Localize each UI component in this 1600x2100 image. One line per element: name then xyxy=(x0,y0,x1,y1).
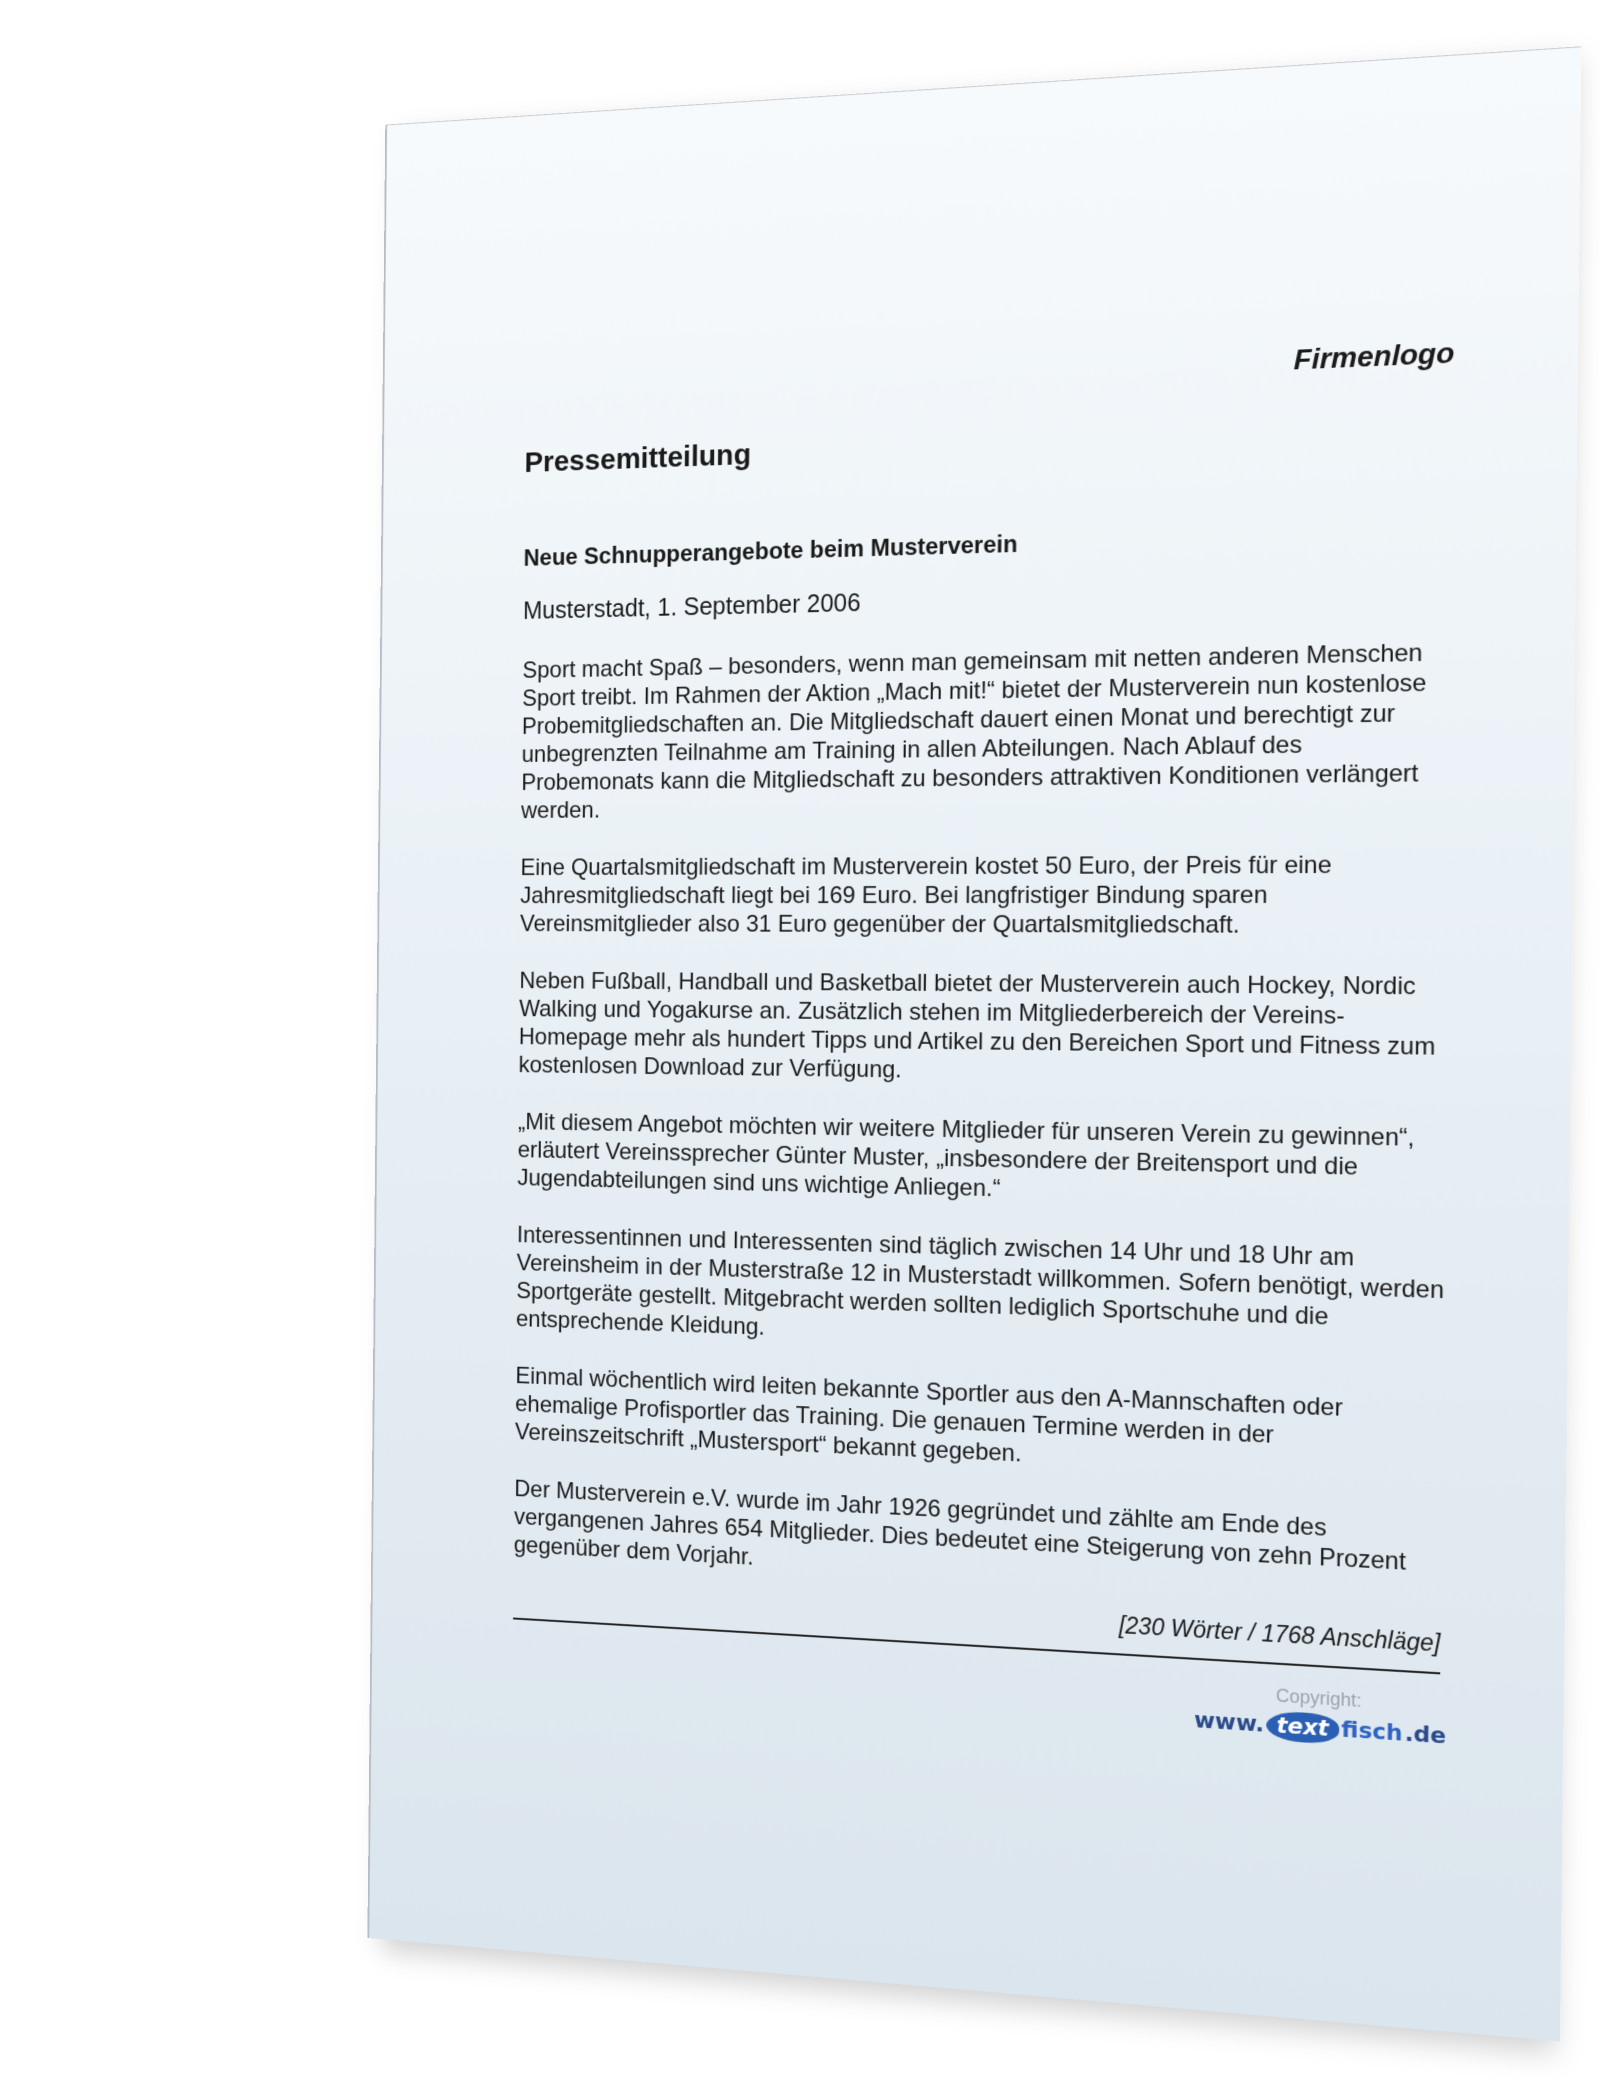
brand-fish-icon: text xyxy=(1266,1710,1339,1744)
paragraph: Interessentinnen und Interessenten sind täglich zwischen 14 Uhr und 18 Uhr am Vereinsheim in der Musterstraße 12 in Musterstadt willkommen. Sofern benötigt, werden Sportgeräte gestellt. Mitgebracht werden sollten lediglich Sportschuhe und die entsprechende Kleidung. xyxy=(515,1221,1445,1341)
copyright-label: Copyright: xyxy=(1275,1685,1362,1712)
paragraph: Sport macht Spaß – besonders, wenn man gemeinsam mit netten anderen Menschen Sport treibt. Im Rahmen der Aktion „Mach mit!“ bietet der Musterverein nun kostenlose Probemitgliedschaften an. Die Mitgliedschaft dauert einen Monat und berechtigt zur unbegrenzten Teilnahme am Training in allen Abteilungen. Nach Ablauf des Probemonats kann die Mitgliedschaft zu besonders attraktiven Konditionen verlängert werden. xyxy=(520,639,1427,824)
paragraph: Neben Fußball, Handball und Basketball bietet der Musterverein auch Hockey, Nordic Walking und Yogakurse an. Zusätzlich stehen im Mitgliederbereich der Vereins-Homepage mehr als hundert Tipps und Artikel zu den Bereichen Sport und Fitness zum kostenlosen Download zur Verfügung. xyxy=(518,967,1436,1084)
brand-prefix: www. xyxy=(1193,1707,1265,1738)
paragraph: Einmal wöchentlich wird leiten bekannte Sportler aus den A-Mannschaften oder ehemalige Profisportler das Training. Die genauen Termine werden in der Vereinszeitschrift „Mustersport“ bekannt gegeben. xyxy=(514,1362,1343,1468)
press-headline: Neue Schnupperangebote beim Musterverein xyxy=(523,530,1018,572)
dateline: Musterstadt, 1. September 2006 xyxy=(522,589,861,625)
copyright-badge xyxy=(1194,1680,1445,1751)
paragraph: Der Musterverein e.V. wurde im Jahr 1926 gegründet und zählte am Ende des vergangenen Jahres 654 Mitglieder. Dies bedeutet eine Steigerung von zehn Prozent gegenüber dem Vorjahr. xyxy=(513,1475,1407,1576)
brand-suffix: .de xyxy=(1404,1721,1447,1750)
document-title: Pressemitteilung xyxy=(524,438,752,479)
paragraph: „Mit diesem Angebot möchten wir weitere Mitglieder für unseren Verein zu gewinnen“, erläutert Vereinssprecher Günter Muster, „insbesondere der Breitensport und die Jugendabteilungen sind uns wichtige Anliegen.“ xyxy=(517,1108,1415,1203)
body-text xyxy=(514,638,1452,1609)
document-page xyxy=(367,46,1581,2041)
paragraph: Eine Quartalsmitgliedschaft im Musterverein kostet 50 Euro, der Preis für eine Jahresmitgliedschaft liegt bei 169 Euro. Bei langfristiger Bindung sparen Vereinsmitglieder also 31 Euro gegenüber der Quartalsmitgliedschaft. xyxy=(519,851,1332,939)
word-count: [230 Wörter / 1768 Anschläge] xyxy=(1118,1611,1441,1657)
brand-name: fisch xyxy=(1341,1717,1403,1747)
logo-placeholder: Firmenlogo xyxy=(1293,336,1455,376)
